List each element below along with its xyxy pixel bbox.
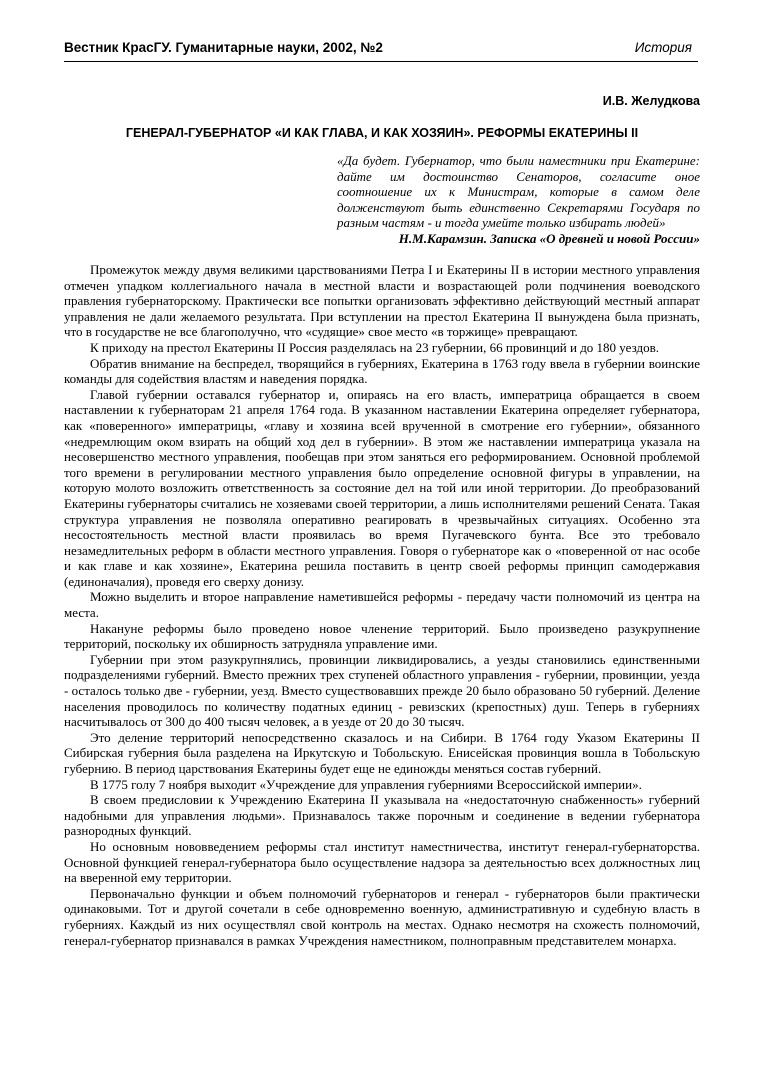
paragraph: Промежуток между двумя великими царствованиями Петра I и Екатерины II в истории местного управления отмечен упадком коллегиального начала в местной власти и возрастающей роли подчинения воеводского правления губернаторскому. Практически все попытки организовать эффективно действующий местный аппарат управления не дали желаемого результата. При вступлении на престол Екатерина II вынуждена была признать, что в государстве не все благополучно, что «судящие» свое место «в торжище» превращают. <box>64 262 700 340</box>
epigraph-quote: «Да будет. Губернатор, что были наместники при Екатерине: дайте им достоинство Сенаторов, согласите оное соотношение их к Министрам, которые в самом деле долженствуют быть единственно Секретарями Государя по разным частям - и тогда умейте только избирать людей» <box>337 153 700 230</box>
paragraph: Первоначально функции и объем полномочий губернаторов и генерал - губернаторов были практически одинаковыми. Тот и другой сочетали в себе одновременно военную, административную и судебную власть в губерниях. Каждый из них осуществлял свой контроль на местах. Однако несмотря на схожесть полномочий, генерал-губернатор признавался в рамках Учреждения наместником, полноправным представителем монарха. <box>64 885 700 948</box>
paragraph: Главой губернии оставался губернатор и, опираясь на его власть, императрица обращается в своем наставлении к губернаторам 21 апреля 1764 года. В указанном наставлении Екатерина определяет губернатора, как «поверенного» императрицы, «главу и хозяина всей врученной в смотрение его губернии», обязанного «недремлющим оком взирать на общий ход дел в губернии». В этом же наставлении императрица указала на несовершенство местного управления, пообещав при этом заняться его реформированием. Основной проблемой того времени в регулировании местного управления было определение основной фигуры в управлении, на которую молото возложить ответственность за состояние дел на той или иной территории. До преобразований Екатерины губернаторы считались не хозяевами своей территории, а лишь исполнителями решений Сената. Такая структура управления не позволяла оперативно реагировать в чрезвычайных ситуациях. Особенно эта несостоятельность местной власти проявилась во время Пугачевского бунта. Все это требовало незамедлительных реформ в области местного управления. Говоря о губернаторе как о «поверенной от нас особе и как главе и как хозяине», Екатерина решила поставить в центр своей реформы принцип самодержавия (единоначалия), проведя его сверху донизу. <box>64 386 700 589</box>
article-title: ГЕНЕРАЛ-ГУБЕРНАТОР «И КАК ГЛАВА, И КАК ХОЗЯИН». РЕФОРМЫ ЕКАТЕРИНЫ II <box>125 126 639 140</box>
paragraph: Накануне реформы было проведено новое членение территорий. Было произведено разукрупнение территорий, поскольку их обширность затрудняла управление ими. <box>64 620 700 652</box>
paragraph: Обратив внимание на беспредел, творящийся в губерниях, Екатерина в 1763 году ввела в губернии воинские команды для содействия властям и наведения порядка. <box>64 355 700 387</box>
article-body <box>64 262 700 948</box>
epigraph-source: Н.М.Карамзин. Записка «О древней и новой России» <box>398 230 700 246</box>
author-name: И.В. Желудкова <box>602 94 700 108</box>
paragraph: В 1775 голу 7 ноября выходит «Учреждение для управления губерниями Всероссийской империи». <box>90 776 642 792</box>
section-name: История <box>634 40 692 55</box>
paragraph: Губернии при этом разукрупнялись, провинции ликвидировались, а уезды становились единственными подразделениями губерний. Вместо прежних трех ступеней областного управления - губернии, провинции, уезда - осталось только две - губернии, уезд. Вместо существовавших прежде 20 было образовано 50 губерний. Деление населения проводилось по количеству податных единиц - ревизских (крепостных) душ. Теперь в губерниях насчитывалось от 300 до 400 тысяч человек, а в уезде от 20 до 30 тысяч. <box>64 651 700 730</box>
paragraph: В своем предисловии к Учреждению Екатерина II указывала на «недостаточную снабженность» губерний надобными для управления людьми». Признавалось также порочным и соединение в ведении губернатора разнородных функций. <box>64 792 700 839</box>
paragraph: Это деление территорий непосредственно сказалось и на Сибири. В 1764 году Указом Екатерины II Сибирская губерния была разделена на Иркутскую и Тобольскую. Енисейская провинция вошла в Тобольскую губернию. В период царствования Екатерины будет еще не единожды меняться состав губерний. <box>64 729 700 776</box>
header-rule <box>64 61 698 62</box>
journal-title: Вестник КрасГУ. Гуманитарные науки, 2002, №2 <box>64 40 383 55</box>
paragraph: К приходу на престол Екатерины II Россия разделялась на 23 губернии, 66 провинций и до 180 уездов. <box>90 339 659 355</box>
paragraph: Но основным нововведением реформы стал институт наместничества, институт генерал-губернаторства. Основной функцией генерал-губернатора было осуществление надзора за деятельностью всех должностных лиц на вверенной ему территории. <box>64 838 700 886</box>
epigraph <box>337 153 700 246</box>
paragraph: Можно выделить и второе направление наметившейся реформы - передачу части полномочий из центра на места. <box>64 589 700 621</box>
